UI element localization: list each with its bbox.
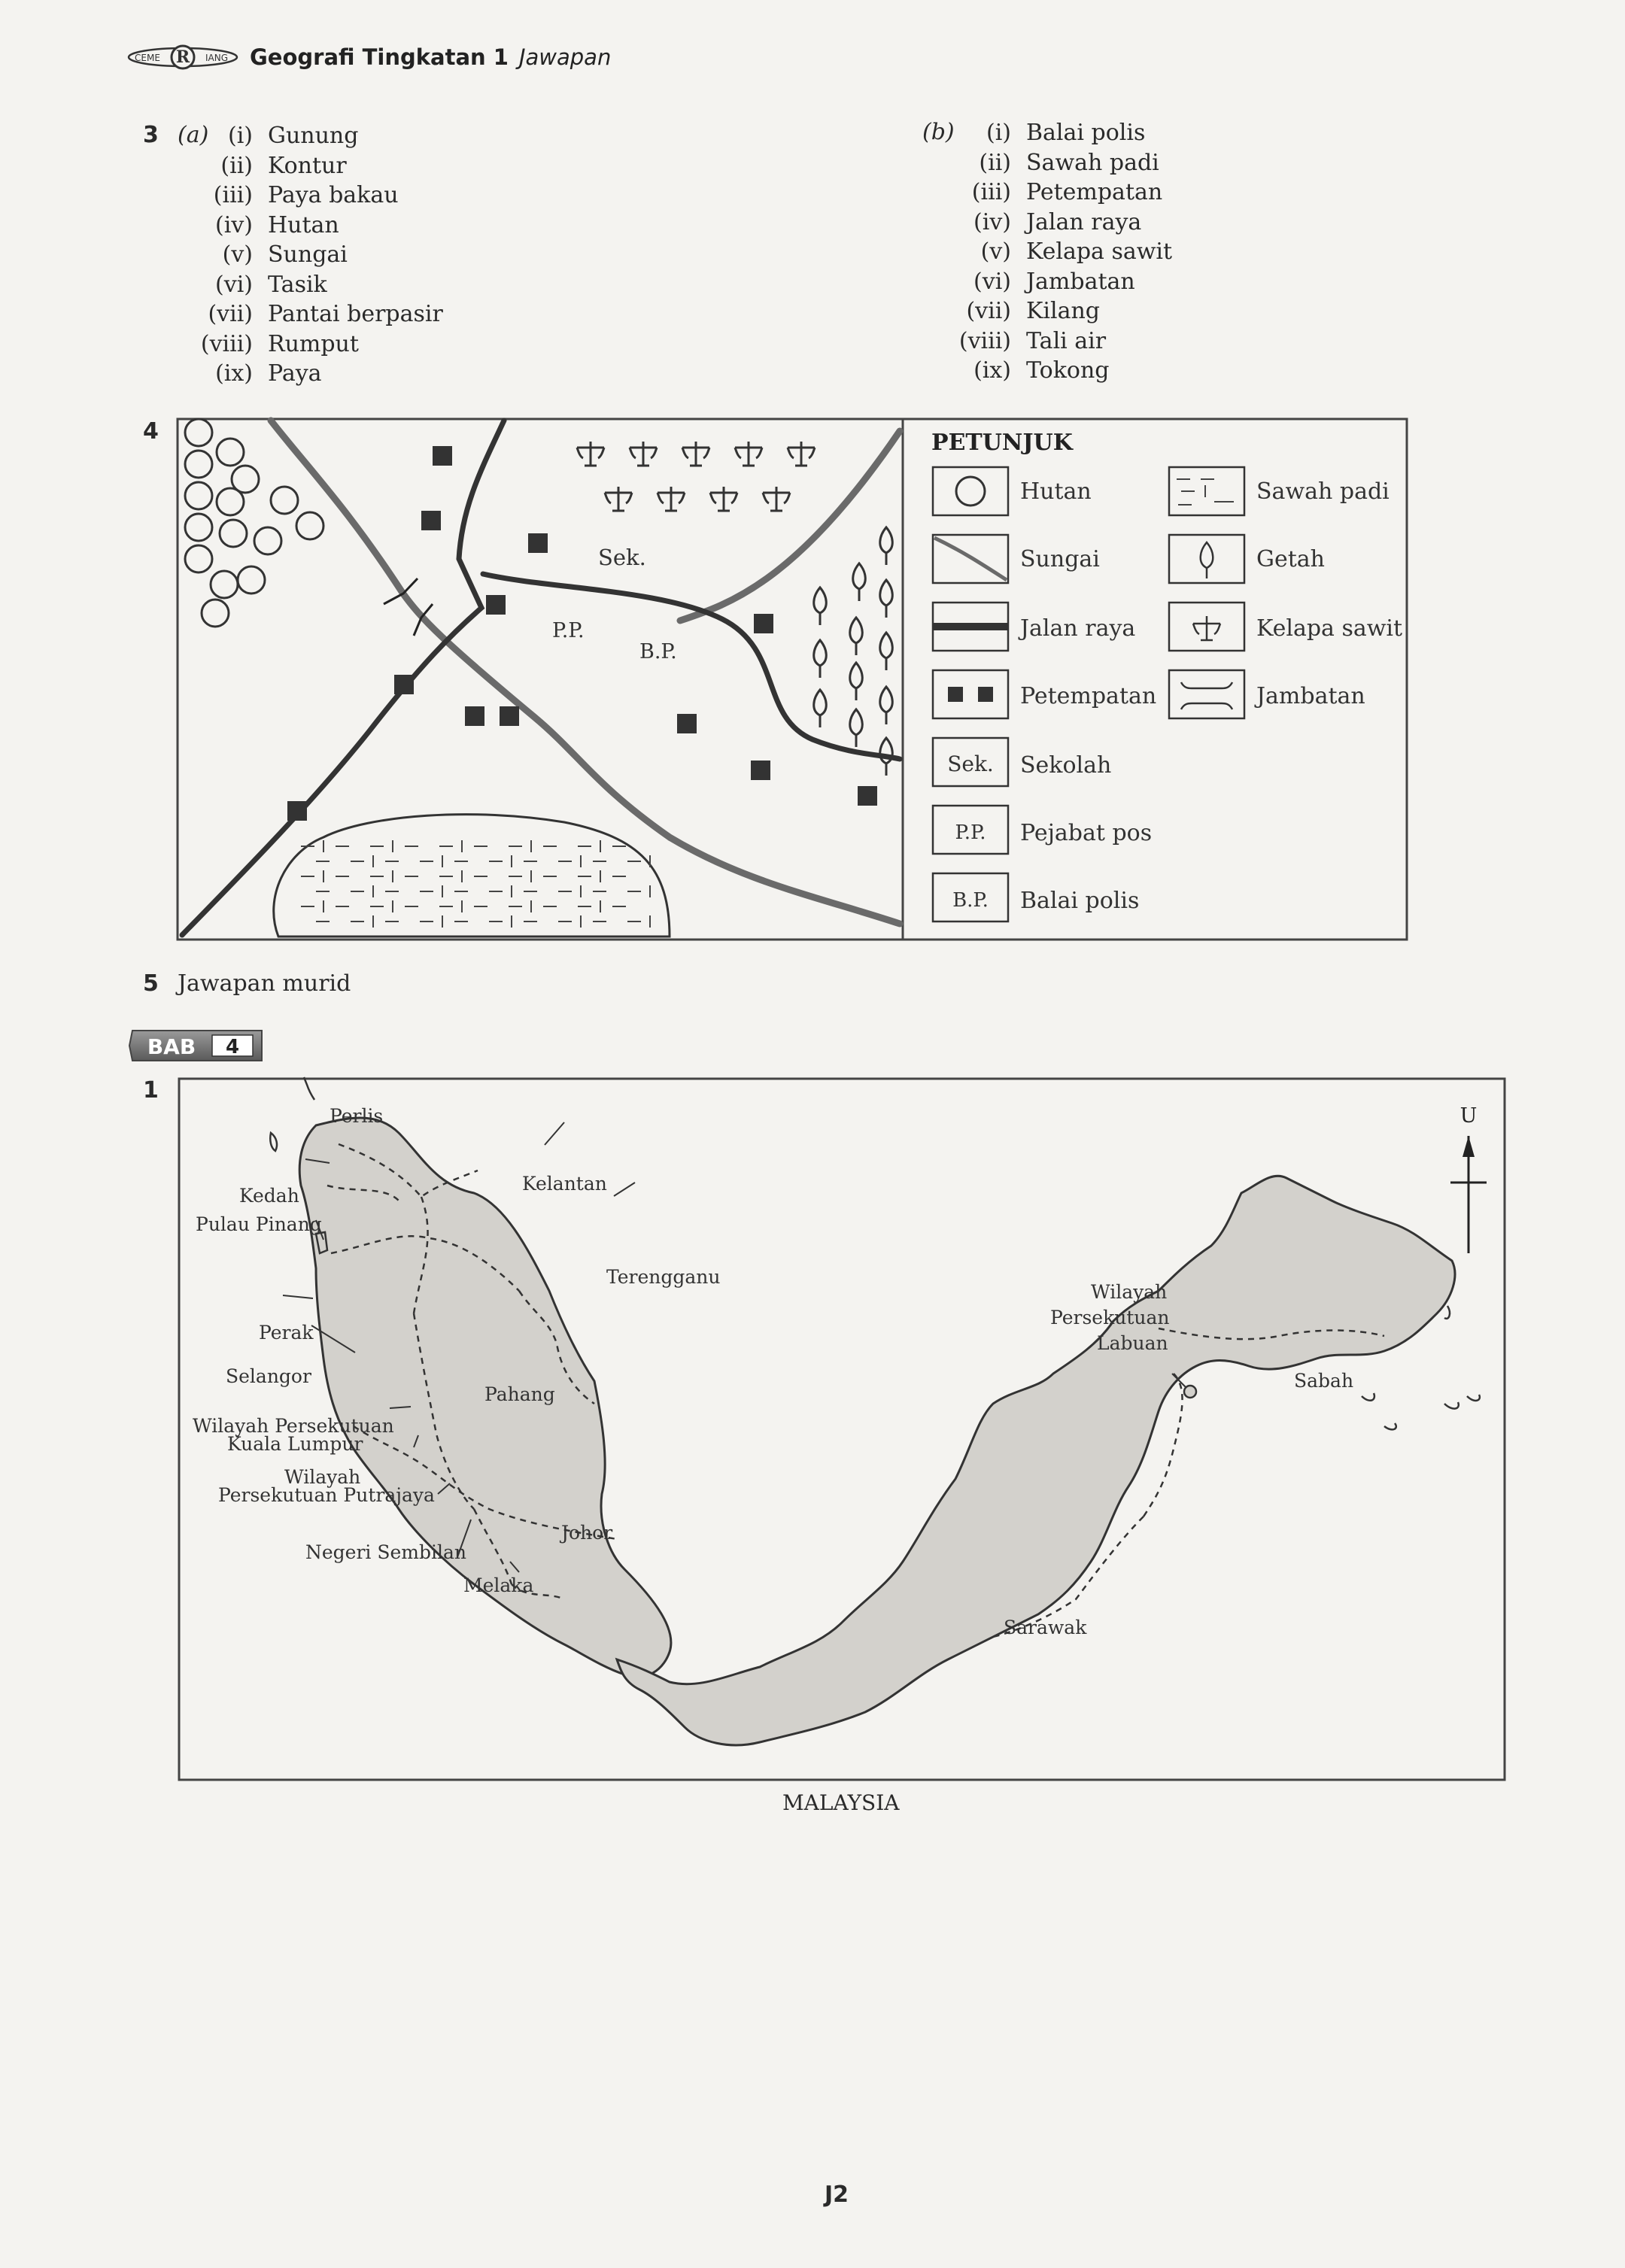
rubber-tree-icon (853, 563, 866, 601)
item-number: (v) (980, 238, 1011, 265)
item-text: Jambatan (1026, 268, 1135, 295)
item-text: Kontur (268, 152, 347, 179)
label-melaka: Melaka (463, 1574, 534, 1596)
oil-palm-icon (710, 487, 737, 511)
page-header (126, 39, 611, 75)
legend-petempatan (933, 670, 1156, 718)
part-label-a: (a) (178, 122, 209, 148)
item-text: Tali air (1026, 327, 1107, 354)
answer-item (933, 267, 1172, 297)
item-number: (iii) (971, 179, 1011, 205)
rubber-tree-icon (850, 709, 863, 747)
rubber-tree-icon (880, 527, 893, 565)
label-terengganu: Terengganu (606, 1266, 721, 1288)
question-number: 5 (143, 970, 159, 997)
answer-list-a (179, 121, 443, 389)
svg-text:Pejabat pos: Pejabat pos (1020, 820, 1153, 846)
answer-item (179, 299, 443, 329)
east-malaysia (617, 1176, 1455, 1745)
answer-item (933, 208, 1172, 238)
svg-text:IANG: IANG (205, 53, 229, 63)
item-text: Balai polis (1026, 120, 1146, 146)
label-sabah: Sabah (1294, 1370, 1354, 1392)
svg-text:Sungai: Sungai (1020, 546, 1100, 572)
svg-text:Petempatan: Petempatan (1020, 683, 1157, 709)
item-text: Tasik (268, 271, 327, 298)
answer-item (933, 148, 1172, 178)
answer-item (933, 178, 1172, 208)
svg-text:4: 4 (225, 1036, 240, 1058)
svg-text:Jambatan: Jambatan (1256, 683, 1365, 709)
answer-item (179, 359, 443, 389)
label-labuan-2: Persekutuan (1050, 1307, 1170, 1328)
oil-palm-icon (605, 487, 632, 511)
question-number: 1 (143, 1077, 159, 1104)
svg-text:BAB: BAB (147, 1034, 196, 1059)
answer-item (933, 237, 1172, 267)
item-number: (vii) (208, 301, 253, 327)
label-pulau-pinang: Pulau Pinang (196, 1213, 322, 1235)
svg-text:P.P.: P.P. (955, 821, 986, 844)
item-number: (vii) (966, 298, 1011, 324)
forest-area (185, 419, 323, 627)
answer-item (179, 329, 443, 360)
publisher-logo-icon (126, 42, 239, 72)
svg-text:R: R (175, 47, 190, 67)
item-number: (viii) (958, 327, 1011, 354)
rubber-tree-icon (850, 618, 863, 655)
rubber-tree-icon (880, 687, 893, 724)
label-wpkl-2: Kuala Lumpur (227, 1433, 363, 1455)
svg-text:Jalan raya: Jalan raya (1020, 615, 1136, 642)
legend-jambatan (1169, 670, 1365, 718)
question-number: 4 (143, 418, 159, 445)
label-labuan-1: Wilayah (1091, 1281, 1168, 1303)
rubber-tree-icon (814, 640, 827, 678)
item-text: Jalan raya (1026, 208, 1142, 235)
item-number: (viii) (200, 330, 253, 357)
chapter-badge (128, 1026, 266, 1065)
road (182, 421, 900, 935)
item-text: Rumput (268, 330, 359, 357)
map-title: MALAYSIA (782, 1790, 900, 1815)
item-number: (iv) (973, 208, 1011, 235)
label-sarawak: Sarawak (1004, 1617, 1087, 1638)
answer-item (179, 240, 443, 270)
svg-text:Balai polis: Balai polis (1020, 888, 1140, 914)
oil-palm-icon (682, 442, 709, 466)
svg-text:B.P.: B.P. (952, 889, 989, 912)
answer-item (179, 121, 443, 151)
bridge (384, 578, 433, 636)
legend-jalan (933, 603, 1135, 651)
river (271, 421, 900, 924)
school-label: Sek. (598, 545, 646, 570)
land-use-map (173, 416, 1411, 943)
item-number: (i) (227, 123, 253, 149)
rubber-area (814, 527, 893, 776)
oil-palm-icon (630, 442, 657, 466)
item-number: (iv) (215, 211, 253, 238)
legend-kelapa-sawit (1169, 603, 1402, 651)
rubber-tree-icon (814, 690, 827, 727)
book-subtitle: Jawapan (518, 44, 612, 70)
post-office-label: P.P. (552, 619, 585, 642)
label-wpp-2: Persekutuan Putrajaya (218, 1484, 435, 1506)
legend-sungai (933, 535, 1100, 583)
oil-palm-icon (788, 442, 815, 466)
north-arrow-icon (1450, 1104, 1487, 1253)
label-wpkl-1: Wilayah Persekutuan (193, 1415, 394, 1437)
svg-text:Sek.: Sek. (947, 751, 994, 776)
legend-hutan (933, 467, 1092, 515)
item-number: (ix) (973, 357, 1011, 384)
label-selangor: Selangor (226, 1365, 311, 1387)
svg-text:Getah: Getah (1256, 546, 1325, 572)
book-title: Geografi Tingkatan 1 (250, 44, 509, 70)
rubber-tree-icon (850, 663, 863, 700)
svg-text:CEME: CEME (135, 53, 160, 63)
label-kedah: Kedah (239, 1185, 299, 1207)
legend-sawah (1169, 467, 1390, 515)
labuan-island (1184, 1386, 1196, 1398)
item-text: Hutan (268, 211, 339, 238)
oil-palm-icon (577, 442, 604, 466)
label-labuan-3: Labuan (1097, 1332, 1168, 1354)
item-number: (ix) (215, 360, 253, 387)
oil-palm-icon (735, 442, 762, 466)
label-johor: Johor (561, 1522, 613, 1544)
part-label-b: (b) (922, 119, 955, 145)
item-number: (vi) (973, 268, 1011, 295)
item-text: Kilang (1026, 298, 1101, 324)
answer-item (179, 151, 443, 181)
legend-getah (1169, 535, 1325, 583)
answer-item (179, 181, 443, 211)
oil-palm-area (577, 442, 815, 511)
svg-text:Kelapa sawit: Kelapa sawit (1256, 615, 1403, 642)
answer-item (179, 211, 443, 241)
label-perlis: Perlis (330, 1105, 384, 1127)
police-station-label: B.P. (639, 640, 677, 663)
legend-balai-polis (933, 873, 1139, 921)
label-perak: Perak (259, 1322, 314, 1343)
rubber-tree-icon (880, 633, 893, 670)
label-wpp-1: Wilayah (284, 1466, 361, 1488)
question-number: 3 (143, 122, 159, 148)
item-text: Paya bakau (268, 182, 399, 208)
svg-text:U: U (1459, 1104, 1478, 1128)
item-text: Petempatan (1026, 179, 1163, 205)
svg-text:Sekolah: Sekolah (1020, 752, 1112, 779)
item-text: Paya (268, 360, 322, 387)
malaysia-map (173, 1073, 1512, 1789)
label-pahang: Pahang (484, 1383, 555, 1405)
paddy-field (274, 815, 670, 937)
legend-sekolah (933, 738, 1111, 786)
svg-text:Sawah padi: Sawah padi (1256, 478, 1390, 505)
answer-list-b (933, 118, 1172, 386)
item-number: (iii) (213, 182, 253, 208)
item-number: (i) (986, 120, 1011, 146)
oil-palm-icon (658, 487, 685, 511)
item-text: Sungai (268, 241, 348, 268)
item-number: (v) (222, 241, 253, 268)
item-number: (ii) (979, 149, 1011, 176)
label-kelantan: Kelantan (522, 1173, 607, 1195)
answer-item (933, 118, 1172, 148)
item-text: Tokong (1026, 357, 1110, 384)
item-text: Kelapa sawit (1026, 238, 1173, 265)
item-text: Sawah padi (1026, 149, 1159, 176)
oil-palm-icon (763, 487, 790, 511)
legend-pejabat-pos (933, 806, 1152, 854)
item-text: Pantai berpasir (268, 301, 443, 327)
svg-text:Hutan: Hutan (1020, 478, 1092, 505)
answer-item (933, 326, 1172, 357)
item-text: Gunung (268, 123, 359, 149)
label-negeri-sembilan: Negeri Sembilan (305, 1541, 466, 1563)
item-number: (vi) (215, 271, 253, 298)
answer-item (179, 270, 443, 300)
rubber-tree-icon (814, 587, 827, 625)
answer-text: Jawapan murid (178, 970, 351, 997)
page-number: J2 (825, 2181, 849, 2208)
answer-item (933, 356, 1172, 386)
rubber-tree-icon (880, 580, 893, 618)
item-number: (ii) (220, 152, 253, 179)
answer-item (933, 296, 1172, 326)
legend-title: PETUNJUK (931, 430, 1073, 456)
